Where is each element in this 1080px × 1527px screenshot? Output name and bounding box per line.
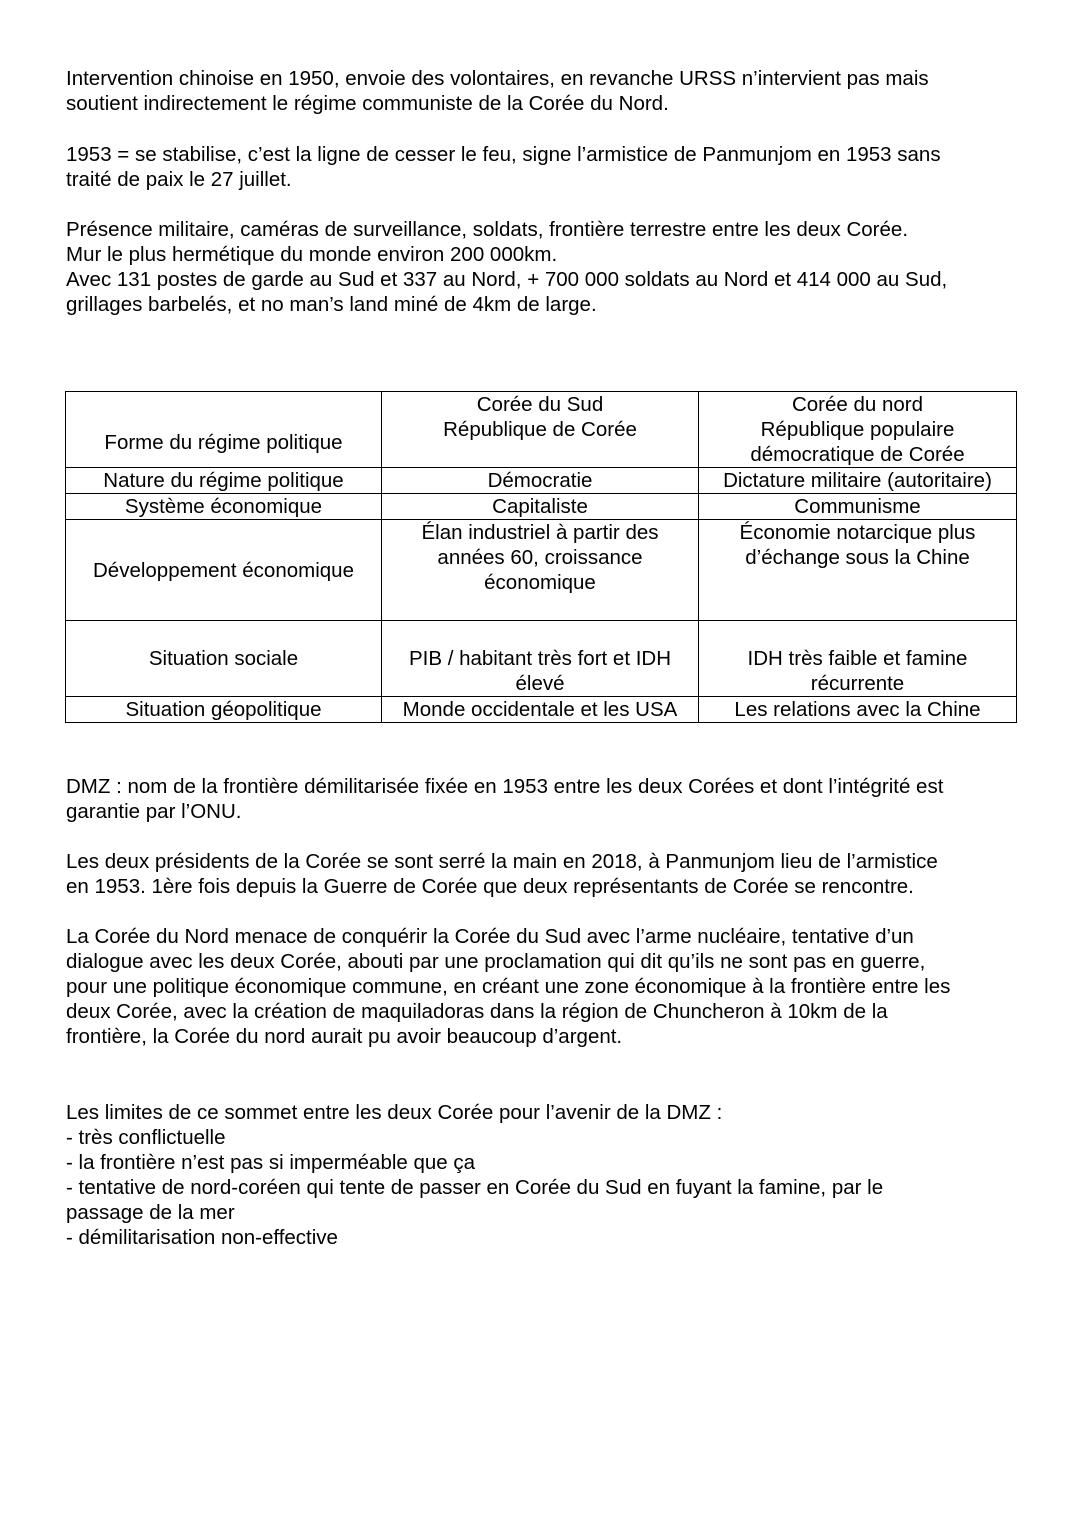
- paragraph-chinese-intervention: Intervention chinoise en 1950, envoie des volontaires, en revanche URSS n’intervient pas mais soutient indirectement le régime communiste de la Corée du Nord.: [66, 67, 929, 115]
- south-korea-cell: Démocratie: [382, 468, 699, 494]
- list-item: - démilitarisation non-effective: [66, 1226, 338, 1249]
- paragraph-military-presence: Présence militaire, caméras de surveillance, soldats, frontière terrestre entre les deux Corée. Mur le plus hermétique du monde environ 200 000km. Avec 131 postes de garde au Sud et 337 au Nord, + 700 000 soldats au Nord et 414 000 au Sud, grillages barbelés, et no man’s land miné de 4km de large.: [66, 218, 948, 316]
- paragraph-summit-limits: Les limites de ce sommet entre les deux Corée pour l’avenir de la DMZ :: [66, 1101, 723, 1124]
- table-row: [66, 494, 1017, 520]
- row-label: Nature du régime politique: [66, 468, 382, 494]
- table-row: [66, 520, 1017, 621]
- south-korea-cell: Capitaliste: [382, 494, 699, 520]
- list-item: - très conflictuelle: [66, 1126, 226, 1149]
- comparison-table: [65, 391, 1017, 723]
- south-korea-cell: Monde occidentale et les USA: [382, 697, 699, 723]
- north-korea-cell: Économie notarcique plus d’échange sous la Chine: [699, 520, 1017, 621]
- table-row: [66, 468, 1017, 494]
- north-korea-cell: Les relations avec la Chine: [699, 697, 1017, 723]
- row-label: Développement économique: [66, 520, 382, 621]
- row-label: Forme du régime politique: [66, 392, 382, 468]
- north-korea-cell: Dictature militaire (autoritaire): [699, 468, 1017, 494]
- paragraph-dmz-definition: DMZ : nom de la frontière démilitarisée fixée en 1953 entre les deux Corées et dont l’intégrité est garantie par l’ONU.: [66, 775, 944, 823]
- paragraph-north-threat: La Corée du Nord menace de conquérir la Corée du Sud avec l’arme nucléaire, tentative d’un dialogue avec les deux Corée, abouti par une proclamation qui dit qu’ils ne sont pas en guerre, pour une politique économique commune, en créant une zone économique à la frontière entre les deux Corée, avec la création de maquiladoras dans la région de Chuncheron à 10km de la frontière, la Corée du nord aurait pu avoir beaucoup d’argent.: [66, 925, 951, 1048]
- table-row: [66, 697, 1017, 723]
- south-korea-cell: Corée du Sud République de Corée: [382, 392, 699, 468]
- list-item: - tentative de nord-coréen qui tente de passer en Corée du Sud en fuyant la famine, par le passage de la mer: [66, 1176, 884, 1224]
- limits-list: [66, 1125, 1016, 1250]
- row-label: Situation sociale: [66, 621, 382, 697]
- paragraph-armistice-1953: 1953 = se stabilise, c’est la ligne de cesser le feu, signe l’armistice de Panmunjom en 1953 sans traité de paix le 27 juillet.: [66, 143, 941, 191]
- row-label: Situation géopolitique: [66, 697, 382, 723]
- north-korea-cell: Corée du nord République populaire démocratique de Corée: [699, 392, 1017, 468]
- table-row: [66, 392, 1017, 468]
- list-item: - la frontière n’est pas si imperméable que ça: [66, 1151, 476, 1174]
- north-korea-cell: Communisme: [699, 494, 1017, 520]
- south-korea-cell: Élan industriel à partir des années 60, croissance économique: [382, 520, 699, 621]
- south-korea-cell: PIB / habitant très fort et IDH élevé: [382, 621, 699, 697]
- paragraph-presidents-meeting: Les deux présidents de la Corée se sont serré la main en 2018, à Panmunjom lieu de l’armistice en 1953. 1ère fois depuis la Guerre de Corée que deux représentants de Corée se rencontre.: [66, 850, 938, 898]
- table-row: [66, 621, 1017, 697]
- north-korea-cell: IDH très faible et famine récurrente: [699, 621, 1017, 697]
- row-label: Système économique: [66, 494, 382, 520]
